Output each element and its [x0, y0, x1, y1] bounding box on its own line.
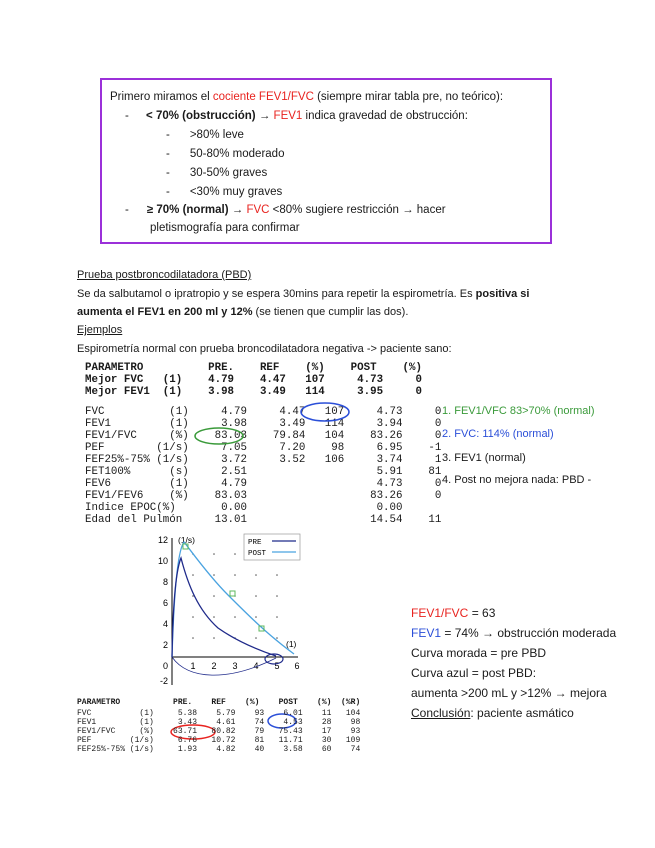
table1-row: Edad del Pulmón 13.01 14.54 11: [85, 514, 442, 526]
intro-text: Primero miramos el: [110, 91, 213, 103]
example-1-title: Espirometría normal con prueba broncodilatadora negativa -> paciente sano:: [77, 343, 452, 355]
note-post: 4. Post no mejora nada: PBD -: [442, 474, 592, 486]
x-tick: 5: [274, 661, 280, 671]
legend-post-label: POST: [248, 550, 267, 558]
note2-conclusion: [411, 706, 574, 721]
note2-ratio: [411, 606, 495, 621]
volume-unit-label: (1): [286, 639, 297, 649]
fev1-label: FEV1: [411, 626, 442, 640]
table1-row: FET100% (s) 2.51 5.91 81: [85, 466, 442, 478]
pbd-line-1-text: Se da salbutamol o ipratropio y se espera 30mins para repetir la espirometría. Es: [77, 288, 476, 300]
pbd-positive: positiva si: [475, 288, 530, 300]
table1-row: FEF25%-75% (1/s) 3.72 3.52 106 3.74 1: [85, 454, 442, 466]
table1-row: FVC (1) 4.79 4.47 107 4.73 0: [85, 406, 442, 418]
arrow: →: [255, 110, 274, 122]
y-tick: 4: [162, 619, 168, 629]
fvc-term: FVC: [246, 204, 270, 216]
bullet: -: [125, 110, 129, 122]
x-tick: 1: [190, 661, 196, 671]
note2-blue-1: Curva azul = post PBD:: [411, 666, 537, 680]
marker-square: [230, 591, 235, 596]
flow-unit-label: (1/s): [178, 535, 195, 545]
ratio-term: cociente FEV1/FVC: [212, 91, 314, 103]
table1-row: FEV1 (1) 3.98 3.49 114 3.94 0: [85, 418, 442, 430]
normal-threshold: ≥ 70%: [146, 204, 183, 216]
table1-row: FEV6 (1) 4.79 4.73 0: [85, 478, 442, 490]
table2-row: FEF25%-75% (1/s) 1.93 4.82 40 3.58 60 74: [77, 745, 361, 754]
y-tick: 2: [162, 640, 168, 650]
flow-volume-chart: [148, 530, 308, 690]
table2-header: PARAMETRO PRE. REF (%) POST (%) (%R): [77, 698, 361, 707]
note2-blue-2: aumenta >200 mL y >12% → mejora: [411, 686, 607, 700]
table1-best-fvc: Mejor FVC (1) 4.79 4.47 107 4.73 0: [85, 374, 422, 386]
table1-row: FEV1/FVC (%) 83.03 79.84 104 83.26 0: [85, 430, 442, 442]
table2-row: PEF (1/s) 6.76 10.72 81 11.71 30 109: [77, 736, 361, 745]
green-ellipse-ratio: [195, 428, 243, 444]
normal-line-2: pletismografía para confirmar: [150, 222, 300, 234]
dash: -: [166, 167, 170, 179]
table1-row: PEF (1/s) 7.05 7.20 98 6.95 -1: [85, 442, 442, 454]
inspiratory-curve: [172, 657, 276, 675]
table1-best-fev1: Mejor FEV1 (1) 3.98 3.49 114 3.95 0: [85, 386, 422, 398]
x-tick: 2: [211, 661, 217, 671]
y-tick: 0: [162, 661, 168, 671]
pbd-heading-text: Prueba postbroncodilatadora (PBD): [77, 269, 252, 281]
dash: -: [166, 186, 170, 198]
obstr-label: (obstrucción): [182, 110, 256, 122]
arrow: →: [228, 204, 247, 216]
pre-curve: [172, 558, 276, 657]
legend-pre-label: PRE: [248, 539, 262, 547]
fev1-term: FEV1: [273, 110, 303, 122]
sub-text: >80% leve: [189, 129, 244, 141]
note-fev1: 3. FEV1 (normal): [442, 452, 526, 464]
obstr-rest: indica gravedad de obstrucción:: [302, 110, 468, 122]
x-tick: 4: [253, 661, 259, 671]
table2-row: FVC (1) 5.38 5.79 93 6.01 11 104: [77, 709, 361, 718]
intro-tail: (siempre mirar tabla pre, no teórico):: [313, 91, 504, 103]
y-tick: 8: [162, 577, 168, 587]
table1-header: PARAMETRO PRE. REF (%) POST (%): [85, 362, 422, 374]
pbd-criterion: aumenta el FEV1 en 200 ml y 12%: [77, 306, 253, 318]
bullet: -: [125, 204, 129, 216]
y-tick: 10: [157, 556, 168, 566]
ratio-label: FEV1/FVC: [411, 606, 469, 620]
x-tick: 6: [294, 661, 300, 671]
sub-text: <30% muy graves: [189, 186, 283, 198]
dash: -: [166, 148, 170, 160]
y-tick: -2: [159, 676, 168, 686]
y-tick: 12: [157, 535, 168, 545]
fev1-value: = 74% → obstrucción moderada: [441, 626, 617, 640]
sub-text: 30-50% graves: [189, 167, 268, 179]
table1-row: FEV1/FEV6 (%) 83.03 83.26 0: [85, 490, 442, 502]
blue-ellipse-fvc-pct: [301, 403, 349, 421]
sub-text: 50-80% moderado: [189, 148, 285, 160]
conclusion-label: Conclusión: [411, 706, 471, 720]
x-tick: 3: [232, 661, 238, 671]
table2-row: FEV1/FVC (%) 63.71 80.82 79 75.43 17 93: [77, 727, 361, 736]
table1-row: Indice EPOC(%) 0.00 0.00: [85, 502, 403, 514]
table2-row: FEV1 (1) 3.43 4.61 74 4.53 28 98: [77, 718, 361, 727]
pbd-line-2-text: (se tienen que cumplir las dos).: [252, 306, 409, 318]
conclusion-text: : paciente asmático: [470, 706, 574, 720]
dash: -: [166, 129, 170, 141]
normal-label: (normal): [182, 204, 229, 216]
note2-purple: Curva morada = pre PBD: [411, 646, 547, 660]
obstr-threshold: < 70%: [146, 110, 183, 122]
ratio-value: = 63: [468, 606, 496, 620]
note-fvc: 2. FVC: 114% (normal): [442, 428, 554, 440]
note-ratio: 1. FEV1/VFC 83>70% (normal): [442, 405, 595, 417]
note2-fev1: [411, 626, 616, 641]
y-tick: 6: [162, 598, 168, 608]
normal-rest: <80% sugiere restricción → hacer: [269, 204, 446, 216]
examples-heading-text: Ejemplos: [77, 324, 123, 336]
